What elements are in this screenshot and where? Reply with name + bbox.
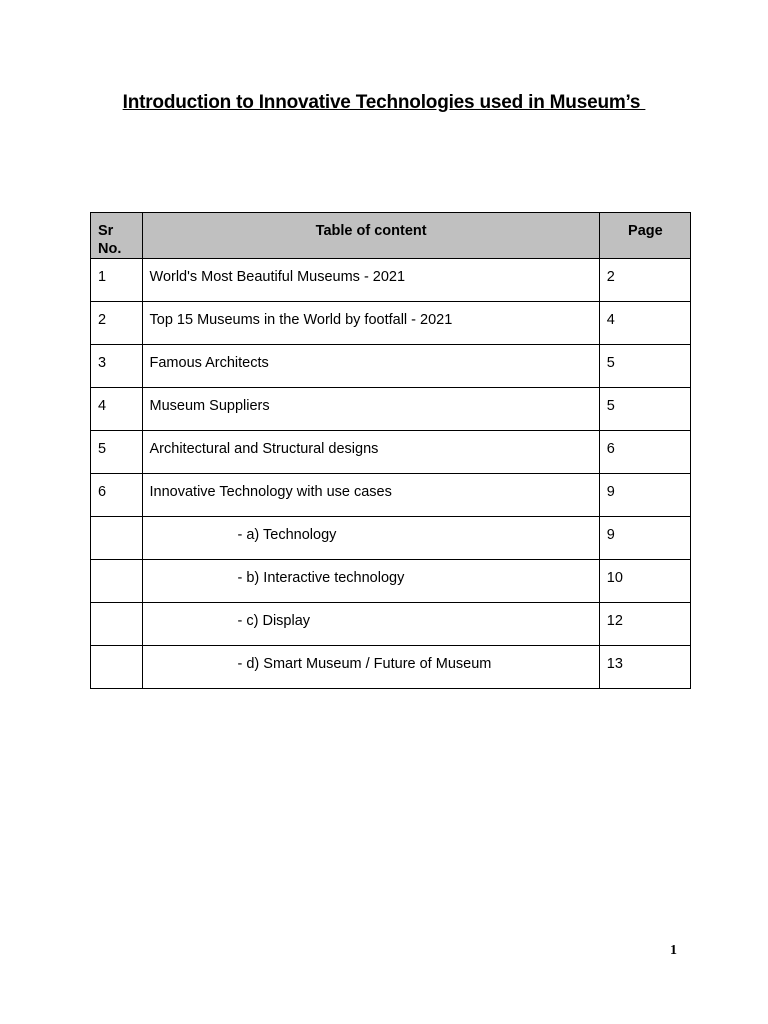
row-title: Top 15 Museums in the World by footfall - 2021: [142, 302, 599, 345]
table-row: [91, 259, 691, 302]
row-sr-no: [91, 603, 143, 646]
header-page: Page: [599, 213, 690, 259]
row-sr-no: 2: [91, 302, 143, 345]
row-subtitle: - b) Interactive technology: [142, 560, 599, 603]
table-row: [91, 560, 691, 603]
row-page: 10: [599, 560, 690, 603]
row-sr-no: [91, 646, 143, 689]
table-row: [91, 603, 691, 646]
row-subtitle: - c) Display: [142, 603, 599, 646]
table-row: [91, 388, 691, 431]
row-page: 9: [599, 517, 690, 560]
page-number: 1: [670, 943, 677, 958]
row-page: 9: [599, 474, 690, 517]
row-page: 2: [599, 259, 690, 302]
row-page: 12: [599, 603, 690, 646]
table-of-contents: [90, 212, 691, 689]
row-sr-no: [91, 517, 143, 560]
row-subtitle: - d) Smart Museum / Future of Museum: [142, 646, 599, 689]
row-page: 5: [599, 388, 690, 431]
row-subtitle: - a) Technology: [142, 517, 599, 560]
table-row: [91, 646, 691, 689]
row-title: Famous Architects: [142, 345, 599, 388]
row-sr-no: 5: [91, 431, 143, 474]
row-sr-no: 1: [91, 259, 143, 302]
row-sr-no: [91, 560, 143, 603]
row-sr-no: 3: [91, 345, 143, 388]
row-title: World's Most Beautiful Museums - 2021: [142, 259, 599, 302]
header-row: [91, 213, 691, 259]
row-page: 6: [599, 431, 690, 474]
page-title: Introduction to Innovative Technologies used in Museum’s: [122, 92, 646, 113]
header-sr-no: Sr No.: [91, 213, 143, 259]
row-sr-no: 4: [91, 388, 143, 431]
row-title: Innovative Technology with use cases: [142, 474, 599, 517]
table-header: [91, 213, 691, 259]
row-title: Architectural and Structural designs: [142, 431, 599, 474]
table-body: [91, 259, 691, 689]
header-table-of-content: Table of content: [142, 213, 599, 259]
table-row: [91, 474, 691, 517]
row-page: 5: [599, 345, 690, 388]
row-title: Museum Suppliers: [142, 388, 599, 431]
row-sr-no: 6: [91, 474, 143, 517]
row-page: 13: [599, 646, 690, 689]
table-row: [91, 345, 691, 388]
row-page: 4: [599, 302, 690, 345]
table-row: [91, 517, 691, 560]
table-row: [91, 431, 691, 474]
table-row: [91, 302, 691, 345]
